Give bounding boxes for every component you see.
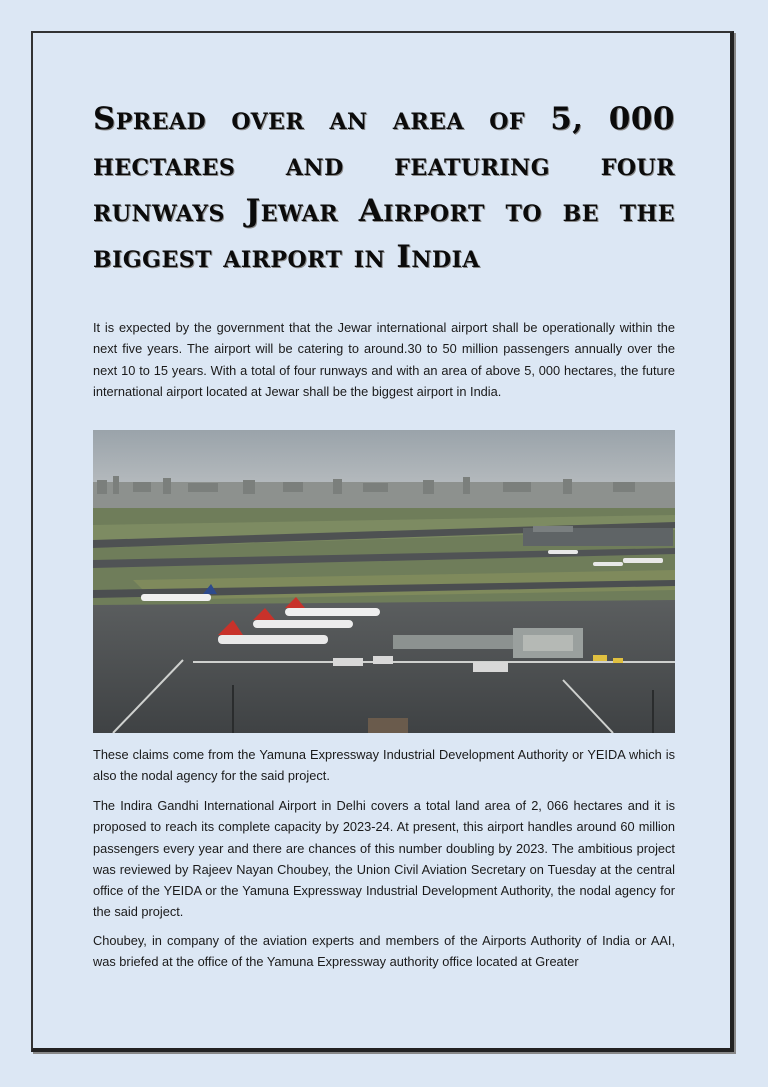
article-title: Spread over an area of 5, 000 hectares and featuring four runways Jewar Airport to be the biggest airport in India [93,101,675,275]
paragraph-choubey-briefing: Choubey, in company of the aviation experts and members of the Airports Authority of India or AAI, was briefed at the office of the Yamuna Expressway authority office located at Greater [93,933,675,970]
paragraph-igi-airport: The Indira Gandhi International Airport in Delhi covers a total land area of 2, 066 hectares and it is proposed to reach its complete capacity by 2023-24. At present, this airport handles around 60 million passengers every year and there are chances of this number doubling by 2023. The ambitious project was reviewed by Rajeev Nayan Choubey, the Union Civil Aviation Secretary on Tuesday at the central office of the YEIDA or the Yamuna Expressway Industrial Development Authority, the nodal agency for the said project. [93,798,675,920]
paragraph-intro: It is expected by the government that the Jewar international airport shall be operationally within the next five years. The airport will be catering to around.30 to 50 million passengers annually over the next 10 to 15 years. With a total of four runways and with an area of above 5, 000 hectares, the future international airport located at Jewar shall be the biggest airport in India. [93,320,675,399]
airport-aerial-photo [93,430,675,733]
paragraph-yeida-claim: These claims come from the Yamuna Expressway Industrial Development Authority or YEIDA which is also the nodal agency for the said project. [93,747,675,784]
